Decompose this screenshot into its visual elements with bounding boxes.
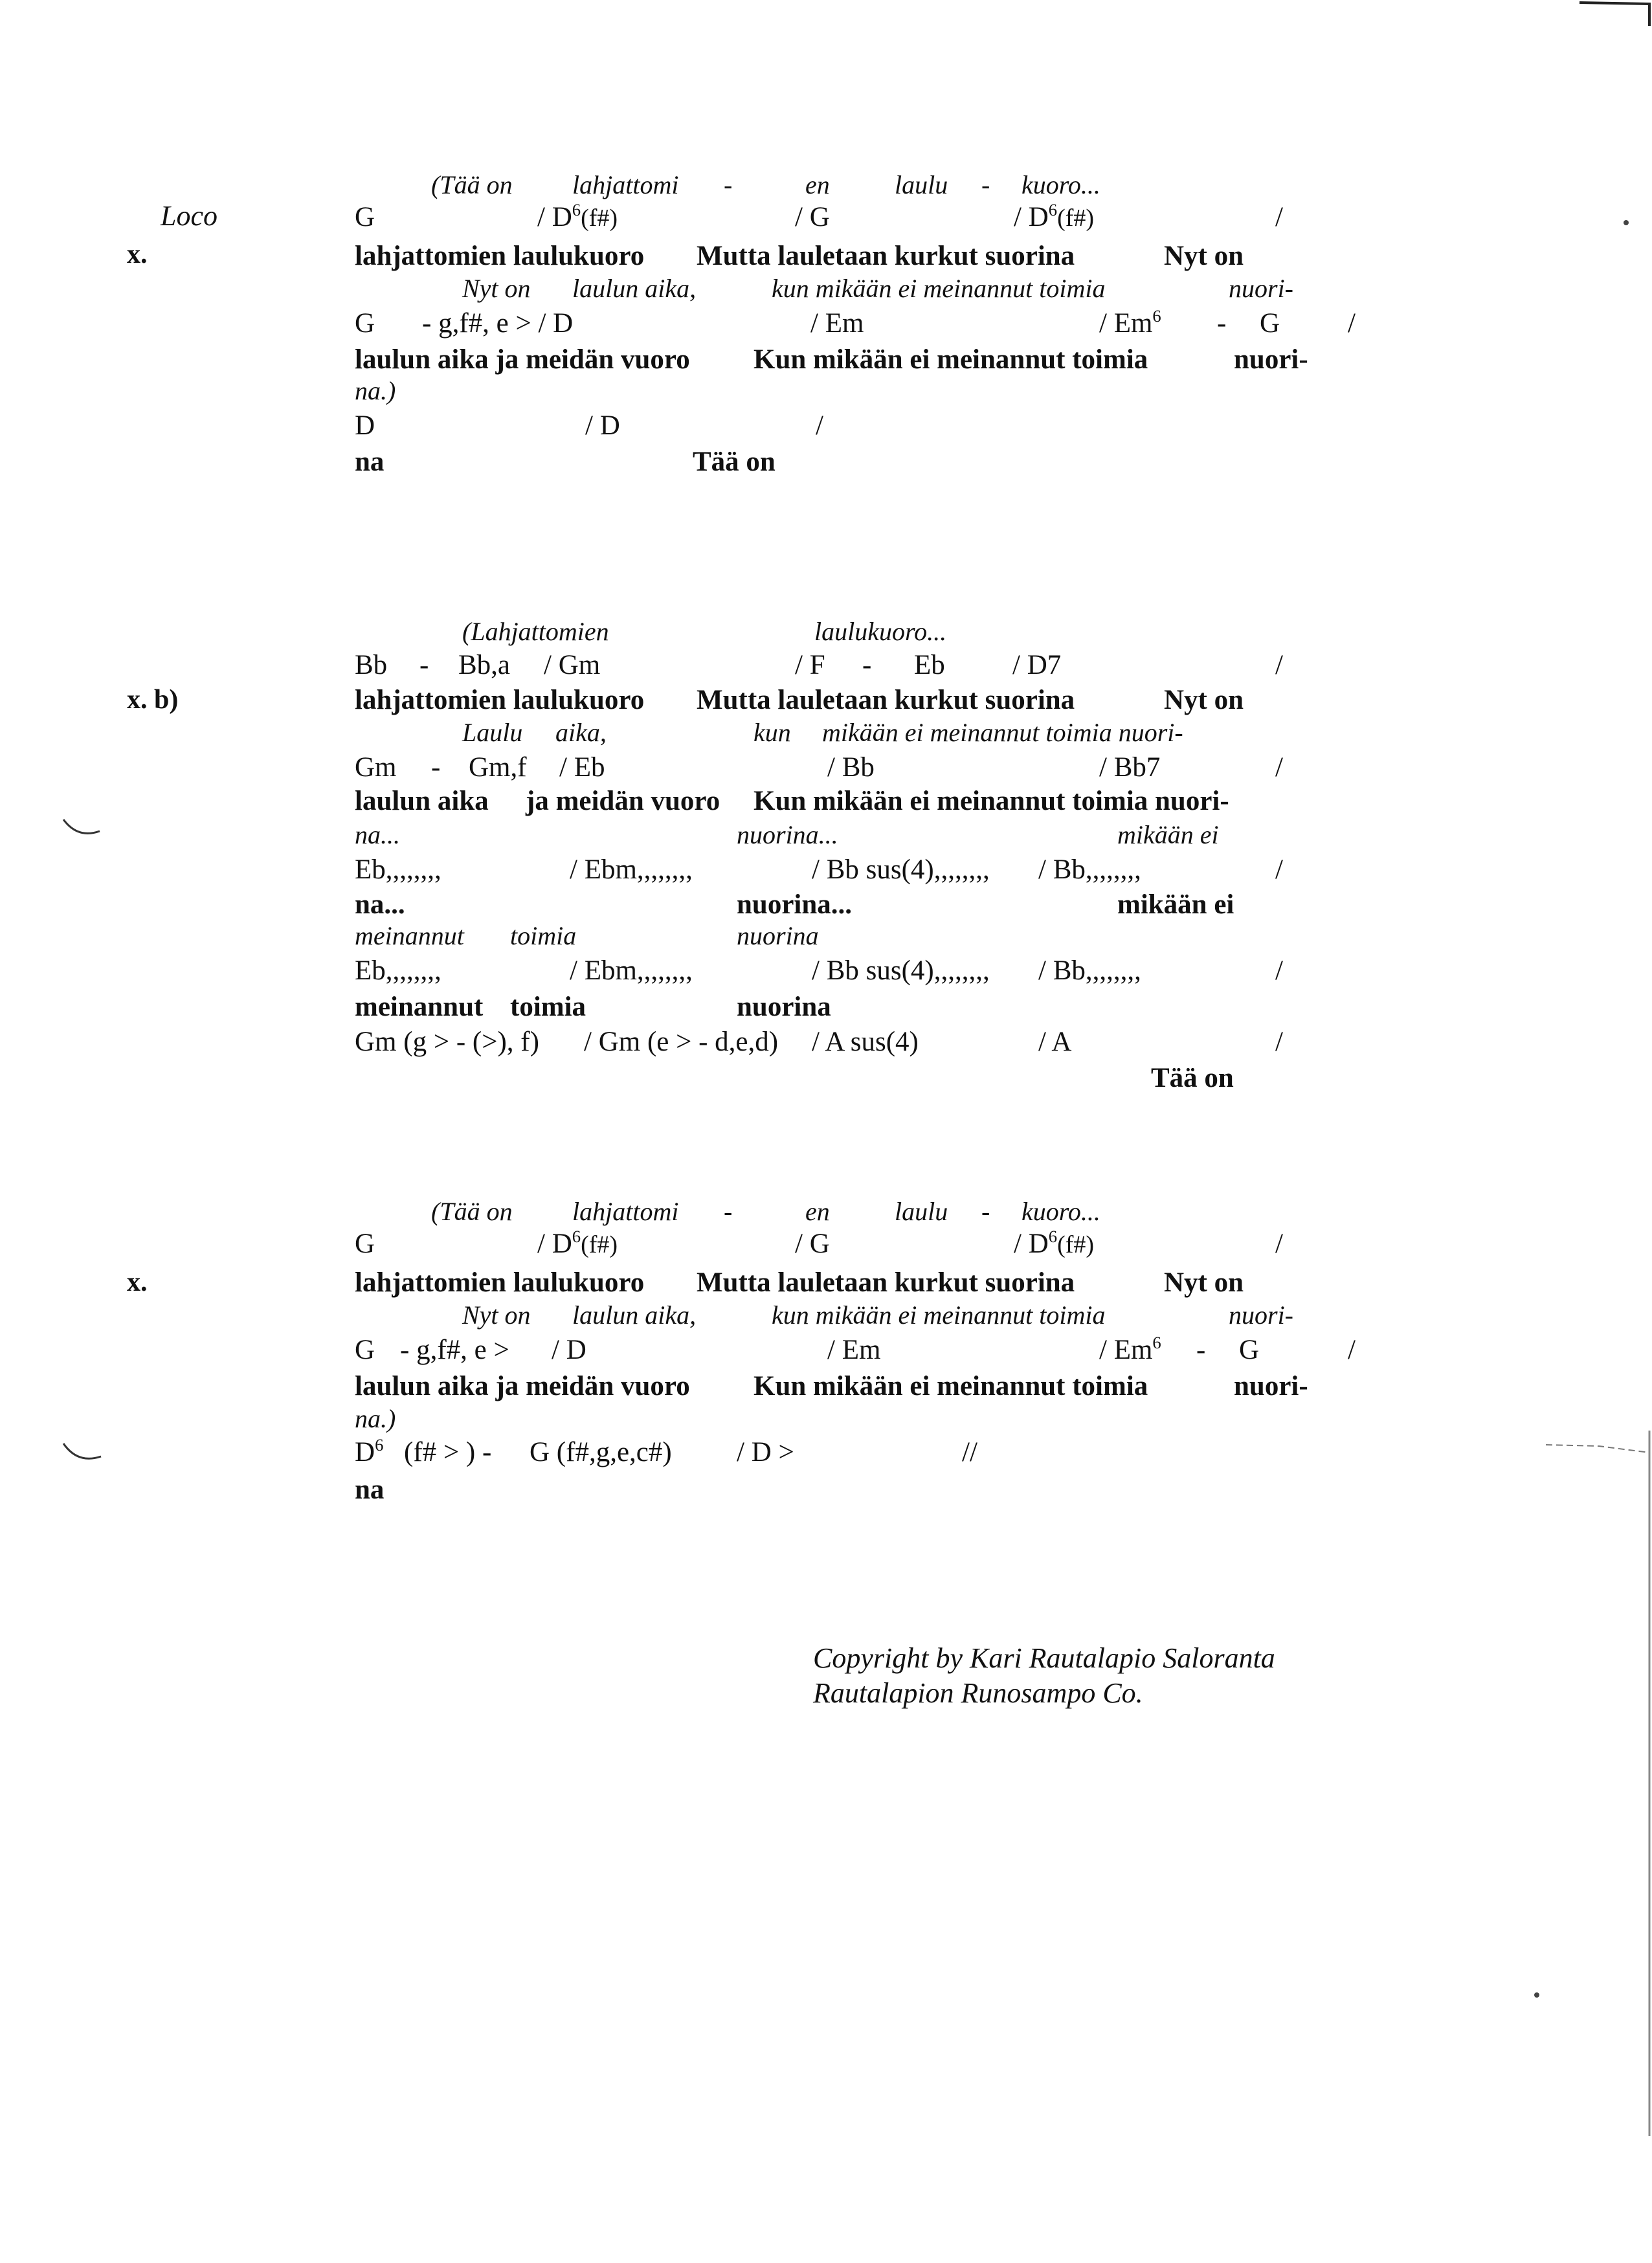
marker-loco: Loco [161,200,218,232]
lyric-italic: nuorina [737,921,819,950]
chord: Gm,f [469,752,527,783]
chord: / D > [737,1437,794,1467]
lyric-italic: kun [753,718,791,747]
marker-x-section-3: x. [127,1267,148,1297]
chord: / G [795,202,830,232]
lyric-italic: nuorina... [737,820,838,849]
chord: / Bb,,,,,,,, [1038,955,1141,986]
lyric-italic: mikään ei meinannut toimia nuori- [822,718,1183,747]
lyric-bold: laulun aika ja meidän vuoro [355,1371,690,1401]
lyric-bold: lahjattomien laulukuoro [355,1267,645,1298]
lyric-bold: lahjattomien laulukuoro [355,685,645,715]
lyric-hyphen: - [981,1197,990,1226]
bar-line: / [1275,955,1283,986]
chord-dash: - [431,752,441,783]
chord: $D^6$ [355,1435,384,1467]
lyric-italic: kun mikään ei meinannut toimia [772,1300,1106,1330]
chord: Gm [355,752,397,783]
lyric-bold: Kun mikään ei meinannut toimia nuori- [753,786,1229,816]
copyright-line: Copyright by Kari Rautalapio Saloranta [813,1642,1275,1674]
chord: Eb [914,650,945,680]
chord: G [1260,308,1280,339]
lyric-bold: Tää on [1151,1063,1234,1093]
lyric-italic: laulun aika, [572,274,697,303]
chord: / Em [827,1335,881,1365]
bar-line: / [1275,650,1283,680]
lyric-bold: Nyt on [1164,685,1244,715]
chord: Eb,,,,,,,, [355,854,441,885]
chord: / $D^6(f\#)$ [537,1227,618,1259]
lyric-italic: en [805,170,830,199]
bar-line: / [1275,1229,1283,1259]
chord: Gm (g > - (>), f) [355,1027,539,1057]
bar-line: / [1275,1027,1283,1057]
lyric-bold: Tää on [693,447,776,477]
bar-line: / [1348,308,1356,339]
scan-edge-mark [1579,3,1649,26]
chord: / Gm [544,650,601,680]
marker-x-section-1: x. [127,240,148,269]
lyric-italic: lahjattomi [572,170,679,199]
chord: / Em$^6$ [1099,306,1161,339]
scan-line-mark [1546,1445,1649,1453]
lyric-italic: mikään ei [1117,820,1219,849]
lyric-bold: nuori- [1234,1371,1308,1401]
chord: / Bb sus(4),,,,,,,, [812,854,990,885]
lyric-bold: Nyt on [1164,241,1244,271]
lyric-italic: kuoro... [1021,170,1100,199]
lyric-bold: nuori- [1234,344,1308,375]
marker-x-b-section-2: x. b) [127,685,179,715]
lyric-bold: lahjattomien laulukuoro [355,241,645,271]
bar-line: / [816,410,823,441]
lyric-bold: Mutta lauletaan kurkut suorina [697,1267,1075,1298]
lyric-hyphen: - [724,170,733,199]
chord: / D [585,410,620,441]
lyric-italic: laulun aika, [572,1300,697,1330]
lyric-bold: toimia [510,992,586,1022]
lyric-bold: meinannut [355,992,484,1022]
chord-dash: - [419,650,429,680]
chord: / $D^6(f\#)$ [537,200,618,232]
chord: / A sus(4) [812,1027,919,1057]
lyric-italic: laulu [895,170,948,199]
chord: / $D^6(f\#)$ [1014,200,1095,232]
lyric-italic: (Lahjattomien [462,617,609,646]
lyric-hyphen: - [724,1197,733,1226]
scan-curve-mark [63,819,100,833]
double-bar-line: // [962,1437,977,1467]
chord: G [355,202,375,232]
lyric-italic: na... [355,820,400,849]
chord-dash: - [1196,1335,1206,1365]
chord: Eb,,,,,,,, [355,955,441,986]
chord: / Ebm,,,,,,,, [570,955,693,986]
lyric-italic: na.) [355,376,396,405]
chord: D [355,410,375,441]
chord: / D7 [1012,650,1062,680]
lyric-italic: nuori- [1229,274,1293,303]
lyric-bold: nuorina... [737,889,853,920]
lyric-bold: Mutta lauletaan kurkut suorina [697,241,1075,271]
lyric-italic: aika, [555,718,607,747]
chord: / Em$^6$ [1099,1333,1161,1365]
lyric-italic: meinannut [355,921,464,950]
lyric-italic: (Tää on [431,170,513,199]
lyric-italic: kun mikään ei meinannut toimia [772,274,1106,303]
lyric-italic: toimia [510,921,577,950]
bar-line: / [1275,752,1283,783]
lyric-bold: ja meidän vuoro [526,786,720,816]
lyric-italic: laulu [895,1197,948,1226]
chord: / Bb,,,,,,,, [1038,854,1141,885]
lyric-italic: Nyt on [462,1300,531,1330]
chord: / Em [810,308,864,339]
lyric-bold: na [355,447,385,477]
scan-dot [1624,220,1629,225]
lyric-italic: en [805,1197,830,1226]
chord: / $D^6(f\#)$ [1014,1227,1095,1259]
lyric-bold: Mutta lauletaan kurkut suorina [697,685,1075,715]
copyright-publisher: Rautalapion Runosampo Co. [813,1677,1143,1709]
lyric-bold: laulun aika ja meidän vuoro [355,344,690,375]
lyric-italic: Nyt on [462,274,531,303]
lyric-bold: na... [355,889,405,920]
chord: / F [795,650,825,680]
chord: - g,f#, e > / D [422,308,574,339]
lyric-bold: na [355,1475,385,1505]
chord: / Bb [827,752,875,783]
chord: G [355,1229,375,1259]
lyric-bold: Kun mikään ei meinannut toimia [753,1371,1148,1401]
lyric-italic: laulukuoro... [814,617,947,646]
chord: / D [552,1335,586,1365]
lyric-italic: (Tää on [431,1197,513,1226]
bar-line: / [1348,1335,1356,1365]
bar-line: / [1275,202,1283,232]
chord: - g,f#, e > [400,1335,509,1365]
bar-line: / [1275,854,1283,885]
chord: G [355,1335,375,1365]
chord-dash: - [862,650,872,680]
scan-curve-mark [63,1444,101,1458]
chord: / Gm (e > - d,e,d) [584,1027,779,1057]
chord: Bb,a [458,650,511,680]
lyric-italic: kuoro... [1021,1197,1100,1226]
chord-dash: - [1217,308,1227,339]
chord: Bb [355,650,388,680]
chord: G [355,308,375,339]
chord: G [1239,1335,1260,1365]
scan-dot [1534,1992,1539,1998]
lyric-bold: mikään ei [1117,889,1234,920]
chord: / Ebm,,,,,,,, [570,854,693,885]
lyric-bold: nuorina [737,992,831,1022]
lyric-italic: lahjattomi [572,1197,679,1226]
chord: / A [1038,1027,1072,1057]
lyric-italic: na.) [355,1404,396,1433]
chord: / Bb7 [1099,752,1161,783]
lyric-italic: nuori- [1229,1300,1293,1330]
lyric-hyphen: - [981,170,990,199]
lyric-italic: Laulu [462,718,523,747]
chord: G (f#,g,e,c#) [530,1437,672,1467]
lyric-bold: Nyt on [1164,1267,1244,1298]
lyric-bold: laulun aika [355,786,489,816]
chord: / Bb sus(4),,,,,,,, [812,955,990,986]
lyric-bold: Kun mikään ei meinannut toimia [753,344,1148,375]
chord: (f# > ) - [404,1437,492,1467]
chord: / Eb [559,752,605,783]
chord: / G [795,1229,830,1259]
